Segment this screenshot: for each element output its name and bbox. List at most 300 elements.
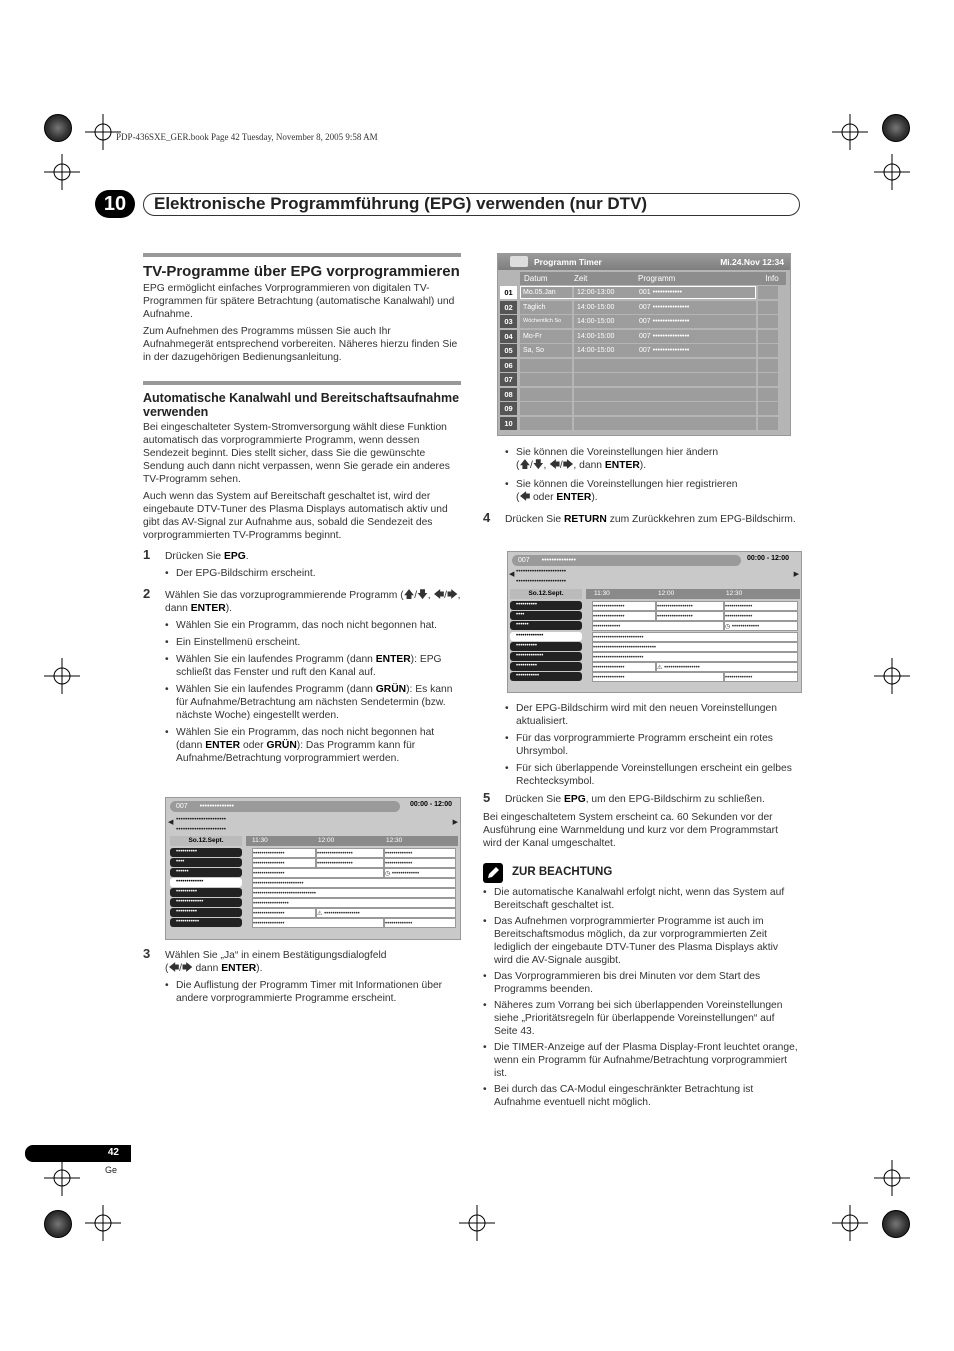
note-item: • Das Aufnehmen vorprogrammierter Programme ist auch im Bereitschaftsmodus möglich, da zur vorprogrammierten Zeit lediglich der eingebaute DTV-Tuner des Plasma Displays aktiv wird die AV-Signale ausgibt. [483,915,799,967]
timer-col-info [758,272,786,285]
epg-program-title: ••••••••••••••• [253,911,285,917]
bullet-text: Sie können die Voreinstellungen hier registrieren [516,479,738,490]
epg-program-title: ••••••••••••••••• [657,604,693,610]
timer-row[interactable] [500,373,784,386]
epg-program-title: •••••••••••••••••••••••••••••• [253,891,317,897]
timer-cell-prog: 007 ••••••••••••••• [636,344,756,357]
epg-description: •••••••••••••••••••••• [516,578,567,585]
arrow-down-icon: 🡇 [532,460,544,471]
chevron-left-icon: ◀ [509,571,515,578]
step-1 [143,547,461,580]
bullet: • Der EPG-Bildschirm wird mit den neuen Voreinstellungen aktualisiert. [505,702,795,728]
epg-time: 12:30 [386,837,403,844]
epg-program-reserved [384,868,456,878]
epg-time: 11:30 [252,837,268,844]
bullet: • Für sich überlappende Voreinstellungen erscheint ein gelbes Rechtecksymbol. [505,762,795,788]
epg-program-title: ••••••••••••••••• [324,911,360,917]
key-label: ENTER [375,654,411,665]
epg-program-title: ••••••••••••• [391,871,420,877]
bullet-text: , dann [573,460,605,471]
epg-program-title: ••••••••••••• [725,614,753,620]
step-text: / [444,590,447,601]
epg-channel-label: •••••• [516,622,529,628]
epg-program-title: ••••••••••••• [725,604,753,610]
epg-program-title: ••••••••••••••• [253,851,285,857]
epg-channel-label: •••• [516,612,525,618]
timer-cell-zeit [574,388,636,401]
epg-channel [510,621,582,630]
crosshair-icon [44,1160,80,1196]
timer-cell-datum [520,402,572,415]
epg-program [656,601,724,611]
file-info-line: PDP-436SXE_GER.book Page 42 Tuesday, November 8, 2005 9:58 AM [116,132,378,142]
epg-program-title: ••••••••••••••• [253,921,285,927]
timer-folder-icon [510,256,528,267]
paragraph: EPG ermöglicht einfaches Vorprogrammieren von digitalen TV-Programmen für spätere Betrachtung (automatische Kanalwahl) und Aufnahme. [143,283,455,320]
epg-channel-number: 007 [518,557,530,564]
epg-channel-label: •••••••••• [176,909,198,915]
epg-program-title: ••••••••••••••••• [657,614,693,620]
epg-channel [510,642,582,651]
epg-program [592,642,798,652]
timer-cell-zeit: 14:00-15:00 [574,330,636,343]
timer-cell-prog: 001 •••••••••••• [636,286,756,299]
epg-time-cell [656,589,724,599]
column-header: Programm [638,274,676,283]
epg-channel [170,858,242,867]
warning-icon: ⚠ [317,911,323,917]
language-code: Ge [105,1165,118,1175]
timer-cell-info [758,286,778,299]
key-label: ENTER [190,603,226,614]
bullet-text: , [543,460,550,471]
epg-program-title: ••••••••••••• [385,921,413,927]
step-number: 2 [143,586,151,601]
paragraph: Auch wenn das System auf Bereitschaft geschaltet ist, wird der eingebaute DTV-Tuner des Plasma Displays automatisch aktiv und gibt das AV-Signal zur Aufnahme aus, sobald die Sendezeit des vorprogrammierten TV-Programms beginnt. [143,491,448,541]
epg-program [316,858,384,868]
timer-row[interactable] [500,301,784,314]
epg-time: 12:00 [658,590,675,597]
timer-cell-info [758,402,778,415]
step-2 [143,586,461,765]
paragraph: Bei eingeschalteter System-Stromversorgung wählt diese Funktion automatisch das vorprogrammierte Programm, wenn dessen Sendezeit beginnt. Dies stellt sicher, dass Sie die gewünschte Sendung auch dann nicht verpassen, wenn Sie gerade ein anderes TV-Programm sehen. [143,422,450,485]
timer-cell-zeit: 14:00-15:00 [574,315,636,328]
epg-channel-label: ••••••••••••• [176,899,204,905]
clock-icon: ◷ [385,871,391,877]
timer-cell-info [758,373,778,386]
timer-cell-zeit [574,373,636,386]
timer-cell-datum [520,417,572,430]
registration-disc-icon [44,1210,72,1238]
epg-time: 11:30 [594,590,610,597]
crosshair-icon [874,658,910,694]
timer-cell-zeit [574,417,636,430]
bullet-text: Wählen Sie ein Programm, das noch nicht begonnen hat (dann [176,727,435,751]
timer-header [498,254,790,270]
arrow-left-icon: 🡄 [168,963,180,974]
epg-channel [170,908,242,917]
bullet-text: oder [240,740,267,751]
epg-screen-left [165,797,461,940]
timer-cell-datum [520,359,572,372]
chapter-title: Elektronische Programmführung (EPG) verwenden (nur DTV) [143,193,800,216]
note-item: • Näheres zum Vorrang bei sich überlappenden Voreinstellungen siehe „Prioritätsregeln für überlappende Voreinstellungen“ auf Seite 43. [483,999,799,1038]
step-5 [483,790,798,850]
timer-col-zeit [572,272,636,285]
epg-program-title: •••••••••••••••••••••••• [253,881,304,887]
bullet-text: Sie können die Voreinstellungen hier ändern [516,447,719,458]
warning-icon: ⚠ [657,665,663,671]
epg-program-title: ••••••••••••••• [593,614,625,620]
step-text: Drücken Sie [505,794,564,805]
timer-row-number: 09 [500,402,517,415]
bullet-text: ( [516,460,520,471]
epg-program-title: ••••••••••••••••• [664,665,700,671]
section-rule [143,253,461,257]
epg-date-cell [510,589,582,599]
epg-program-title: •••••••••••••••••••••••••••••• [593,645,657,651]
epg-description: •••••••••••••••••••••• [516,568,567,575]
key-label: RETURN [563,514,607,525]
timer-cell-zeit: 12:00-13:00 [574,286,636,299]
epg-program [592,662,656,672]
epg-channel-label: ••••••••••• [176,919,200,925]
bullet-text: ). [591,492,598,503]
page-number: 42 [25,1145,131,1162]
crosshair-icon [44,658,80,694]
crosshair-icon [832,1205,868,1241]
epg-program [252,898,456,908]
timer-row[interactable] [500,330,784,343]
timer-row-number: 02 [500,301,517,314]
epg-program [252,858,316,868]
epg-channel-label: •••••••••• [516,663,538,669]
epg-channel [170,918,242,927]
timer-row-number: 04 [500,330,517,343]
epg-program-overlap [656,662,798,672]
timer-bullets [505,446,795,504]
timer-cell-zeit: 14:00-15:00 [574,301,636,314]
step-number: 5 [483,790,491,805]
epg-channel-label: •••••••••• [516,602,538,608]
step-text: Wählen Sie „Ja“ in einem Bestätigungsdialogfeld [165,950,387,961]
epg-program [724,672,798,682]
timer-row[interactable] [500,359,784,372]
step-text: ). [225,603,232,614]
timer-row-number: 06 [500,359,517,372]
epg-program [592,601,656,611]
epg-program-title: ••••••••••••••• [253,871,285,877]
timer-row-number: 08 [500,388,517,401]
key-label: EPG [563,794,586,805]
epg-time-range: 00:00 - 12:00 [746,555,789,562]
bullet [165,726,461,765]
bullet: • Ein Einstellmenü erscheint. [165,636,461,649]
crosshair-icon [874,1160,910,1196]
epg-program-title: ••••••••••••• [731,624,760,630]
epg-program-title: ••••••••••••• [385,861,413,867]
epg-channel [170,848,242,857]
epg-channel [510,662,582,671]
epg-program [592,652,798,662]
epg-channel-number: 007 [176,803,188,810]
arrow-right-icon: 🡆 [446,590,458,601]
step-text: , dann [165,590,461,614]
step-number: 3 [143,946,151,961]
arrow-left-icon: 🡄 [519,492,531,503]
step-text: ( [165,963,169,974]
timer-row-number: 05 [500,344,517,357]
section-rule [143,381,461,385]
timer-row-number: 01 [500,286,517,299]
crosshair-icon [44,154,80,190]
epg-channel-label: ••••••••••••• [516,633,544,639]
epg-program [384,848,456,858]
bullet-text: ). [639,460,647,471]
timer-row-number: 03 [500,315,517,328]
epg-channel [510,672,582,681]
step-number: 4 [483,510,491,525]
timer-row-number: 07 [500,373,517,386]
bullet-text: Wählen Sie ein laufendes Programm (dann [176,684,376,695]
bullet [165,653,461,679]
timer-row[interactable] [500,286,784,299]
timer-cell-prog [636,359,756,372]
epg-program-title: ••••••••••••••••• [317,861,353,867]
timer-cell-datum: Mo-Fr [520,330,572,343]
timer-cell-datum: Sa, So [520,344,572,357]
epg-channel-label: •••••••••• [176,849,198,855]
note-item: • Bei durch das CA-Modul eingeschränkter Betrachtung ist Aufnahme eventuell nicht möglich. [483,1083,799,1109]
epg-program-title: ••••••••••••• [385,851,413,857]
epg-time-cell [316,836,384,846]
epg-program [252,888,456,898]
step-text: ). [256,963,263,974]
epg-program [592,632,798,642]
epg-time: 12:30 [726,590,743,597]
crosshair-icon [832,114,868,150]
epg-date: So.12.Sept. [188,837,224,844]
chevron-right-icon: ▶ [793,571,799,578]
selection-outline [520,286,756,299]
epg-program-title: ••••••••••••••• [593,675,625,681]
epg-program-title: ••••••••••••••• [593,665,625,671]
pencil-note-icon [483,863,503,883]
epg-channel [510,601,582,610]
chevron-right-icon: ▶ [452,819,458,826]
timer-cell-prog [636,388,756,401]
column-header: Info [765,274,779,283]
timer-cell-info [758,315,778,328]
registration-disc-icon [882,114,910,142]
chapter-number: 10 [95,190,135,218]
step-text: / [414,590,418,601]
epg-channel [170,878,242,887]
timer-row[interactable] [500,388,784,401]
epg-program-title: ••••••••••••• [593,624,621,630]
timer-cell-datum: Mo.05.Jan [520,286,572,299]
timer-cell-prog: 007 ••••••••••••••• [636,301,756,314]
step-text: , [427,590,434,601]
epg-program [592,621,724,631]
epg-channel-name: •••••••••••••• [199,803,234,810]
note-item: • Die automatische Kanalwahl erfolgt nicht, wenn das System auf Bereitschaft geschaltet ist. [483,886,799,912]
bullet [505,446,795,472]
key-label: GRÜN [375,684,407,695]
left-column [143,253,461,765]
epg-date-cell [170,836,242,846]
timer-row[interactable] [500,417,784,430]
timer-col-datum [520,272,574,285]
arrow-down-icon: 🡇 [417,590,428,601]
epg-program [252,918,384,928]
step-text: . [245,551,249,562]
epg-program [724,611,798,621]
epg-channel-label: •••••• [176,869,189,875]
epg-program-title: ••••••••••••••• [593,604,625,610]
timer-cell-datum: Täglich [520,301,572,314]
crosshair-icon [85,1205,121,1241]
bullet: • Wählen Sie ein Programm, das noch nicht begonnen hat. [165,619,461,632]
epg-header [170,801,400,812]
epg-channel-label: •••• [176,859,185,865]
key-label: ENTER [205,740,241,751]
crosshair-icon [459,1205,495,1241]
epg-time-cell [586,589,660,599]
timer-col-programm [636,272,758,285]
timer-cell-zeit [574,359,636,372]
paragraph: Bei eingeschaltetem System erscheint ca. 60 Sekunden vor der Ausführung eine Warnmeldung und kurz vor dem Programmstart wird der Kanal umgeschaltet. [483,812,778,849]
epg-description: •••••••••••••••••••••• [176,816,227,823]
paragraph: Zum Aufnehmen des Programms müssen Sie auch Ihr Aufnahmegerät entsprechend vorbereiten. Näheres hierzu finden Sie in der dazugehörigen Bedienungsanleitung. [143,326,458,363]
section-title: TV-Programme über EPG vorprogrammieren [143,263,460,280]
step-text: Drücken Sie [505,514,564,525]
step-text: zum Zurückkehren zum EPG-Bildschirm. [606,514,796,525]
epg-time-cell [246,836,320,846]
timer-cell-info [758,417,778,430]
key-label: ENTER [221,963,257,974]
epg-channel-name: •••••••••••••• [541,557,576,564]
timer-row[interactable] [500,315,784,328]
timer-cell-datum [520,388,572,401]
bullet [505,478,795,504]
column-header: Datum [524,274,548,283]
timer-row[interactable] [500,402,784,415]
epg-program-title: ••••••••••••••• [253,861,285,867]
epg-program [252,908,316,918]
timer-cell-zeit [574,402,636,415]
epg-program [592,672,724,682]
epg-time-cell [724,589,800,599]
epg-program [252,878,456,888]
note-item: • Das Vorprogrammieren bis drei Minuten vor dem Start des Programms beenden. [483,970,799,996]
arrow-right-icon: 🡆 [181,963,193,974]
registration-disc-icon [882,1210,910,1238]
bullet-text: ): Es kann für Aufnahme/Betrachtung am nächsten Sendetermin (bzw. nächste Woche) eingestellt werden. [176,684,453,721]
timer-row-number: 10 [500,417,517,430]
timer-cell-datum [520,373,572,386]
epg-time-range: 00:00 - 12:00 [409,801,452,808]
epg-header [512,555,741,566]
epg-program [252,868,384,878]
bullet: • Die Auflistung der Programm Timer mit Informationen über andere vorprogrammierte Programme erscheint. [165,979,461,1005]
step-4 [483,510,798,526]
timer-cell-prog [636,417,756,430]
program-timer-screen [497,253,791,436]
timer-cell-info [758,388,778,401]
step-text: Drücken Sie [165,551,224,562]
timer-datetime: Mi.24.Nov 12:34 [720,257,784,267]
epg-channel [170,898,242,907]
timer-cell-zeit: 14:00-15:00 [574,344,636,357]
key-label: EPG [223,551,246,562]
timer-cell-info [758,330,778,343]
epg-program-title: •••••••••••••••••••••••• [593,635,644,641]
epg-program-overlap [316,908,456,918]
epg-program-reserved [724,621,798,631]
epg-program [384,918,456,928]
crosshair-icon [874,154,910,190]
epg-time: 12:00 [318,837,335,844]
timer-cell-datum: Wöchentlich So [520,315,572,328]
step-text: , um den EPG-Bildschirm zu schließen. [585,794,765,805]
epg-screen-right [507,551,802,693]
epg-channel [510,652,582,661]
epg-program [316,848,384,858]
step-number: 1 [143,547,151,562]
epg-program-title: ••••••••••••••••• [253,901,289,907]
epg-program [384,858,456,868]
key-label: ENTER [604,460,640,471]
arrow-up-icon: 🡅 [519,460,531,471]
epg-channel [170,868,242,877]
column-header: Zeit [574,274,588,283]
arrow-up-icon: 🡅 [403,590,415,601]
bullet-text: Wählen Sie ein laufendes Programm (dann [176,654,376,665]
epg-program [724,601,798,611]
clock-icon: ◷ [725,624,731,630]
epg-channel-label: ••••••••••••• [176,879,204,885]
epg-channel [170,888,242,897]
timer-title: Programm Timer [534,257,602,267]
timer-cell-info [758,301,778,314]
bullet-text: oder [530,492,557,503]
epg-program-title: •••••••••••••••••••••••• [593,655,644,661]
bullet-text: ): EPG schließt das Fenster und ruft den Kanal auf. [176,654,442,678]
subsection-title: Automatische Kanalwahl und Bereitschaftsaufnahme verwenden [143,391,460,419]
bullet-text: ): Das Programm kann für Aufnahme/Betrachtung vorprogrammiert werden. [176,740,416,764]
epg-channel-label: ••••••••••••• [516,653,544,659]
step-4-bullets [505,702,795,788]
bullet [165,683,461,722]
note-item: • Die TIMER-Anzeige auf der Plasma Display-Front leuchtet orange, wenn ein Programm für Aufnahme/Betrachtung vorprogrammiert ist. [483,1041,799,1080]
note-title: ZUR BEACHTUNG [512,866,613,878]
bullet-text: / [559,460,563,471]
epg-channel [510,632,582,641]
step-text: Wählen Sie das vorzuprogrammierende Programm ( [165,590,404,601]
epg-program [656,611,724,621]
registration-disc-icon [44,114,72,142]
bullet-text: ( [516,492,520,503]
arrow-right-icon: 🡆 [562,460,574,471]
epg-channel [510,611,582,620]
step-text: / [179,963,182,974]
timer-row[interactable] [500,344,784,357]
epg-time-cell [384,836,458,846]
arrow-left-icon: 🡄 [433,590,445,601]
bullet: • Der EPG-Bildschirm erscheint. [165,567,461,580]
epg-program-title: ••••••••••••• [725,675,753,681]
